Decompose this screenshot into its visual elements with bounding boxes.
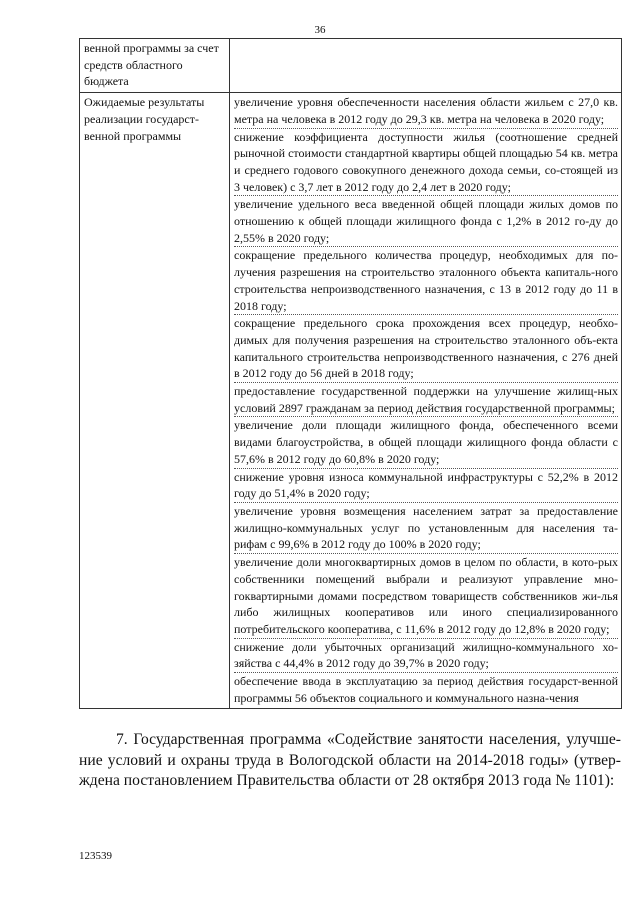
- document-id: 123539: [79, 850, 112, 862]
- list-item: [234, 672, 618, 706]
- row-value-funding: [230, 39, 622, 93]
- list-item: [234, 468, 618, 502]
- result-text: увеличение удельного веса введенной общей площади жилых домов по отношению к общей площади жилищного фонда с 1,2% в 2012 го-ду до 2,55% в 2020 году;: [234, 197, 618, 245]
- result-text: снижение доли убыточных организаций жилищно-коммунального хо-зяйства с 44,4% в 2012 году до 39,7% в 2020 году;: [234, 639, 618, 671]
- section-heading-paragraph: 7. Государственная программа «Содействие занятости населения, улучше-ние условий и охраны труда в Вологодской области на 2014-2018 годы» (утвер-ждена постановлением Правительства области от 28 октября 2013 года № 1101):: [79, 731, 621, 789]
- result-text: предоставление государственной поддержки на улучшение жилищ-ных условий 2897 гражданам за период действия государственной программы;: [234, 384, 618, 415]
- results-list: [234, 94, 618, 706]
- result-text: снижение уровня износа коммунальной инфраструктуры с 52,2% в 2012 году до 51,4% в 2020 году;: [234, 469, 618, 501]
- result-text: увеличение уровня обеспеченности населения области жильем с 27,0 кв. метра на человека в 2012 году до 29,3 кв. метра на человека в 2020 году;: [234, 95, 618, 126]
- list-item: [234, 638, 618, 672]
- list-item: [234, 502, 618, 553]
- result-text: сокращение предельного срока прохождения всех процедур, необхо-димых для получения разрешения на строительство эталонного объ-екта капитального строительства непроизводственного назначения, с 276 дней в 2012 году до 56 дней в 2018 году;: [234, 316, 618, 381]
- result-text: снижение коэффициента доступности жилья (соотношение средней рыночной стоимости стандартной квартиры общей площадью 54 кв. метра и среднего годового совокупного денежного дохода семьи, со-стоящей из 3 человек) с 3,7 лет в 2012 году до 2,4 лет в 2020 году;: [234, 129, 618, 194]
- table-row: [80, 39, 622, 93]
- page-number: 36: [314, 24, 326, 36]
- result-text: увеличение уровня возмещения населением затрат за предоставление жилищно-коммунальных услуг по установленным для населения та-рифам с 99,6% в 2012 году до 100% в 2020 году;: [234, 503, 618, 552]
- list-item: [234, 314, 618, 382]
- list-item: [234, 246, 618, 314]
- list-item: [234, 382, 618, 416]
- expected-results-cell: [230, 93, 622, 709]
- list-item: [234, 195, 618, 246]
- result-text: сокращение предельного количества процедур, необходимых для по-лучения разрешения на строительство эталонного объекта капиталь-ного строительства непроизводственного назначения, с 13 в 2012 году до 11 в 2018 году;: [234, 248, 618, 313]
- table-row: [80, 93, 622, 709]
- list-item: [234, 416, 618, 467]
- program-passport-table: [79, 38, 622, 709]
- result-text: обеспечение ввода в эксплуатацию за период действия государст-венной программы 56 объектов социального и коммунального назна-чения: [234, 674, 618, 705]
- row-label-expected-results: Ожидаемые результаты реализации государст-венной программы: [80, 93, 230, 709]
- list-item: [234, 553, 618, 638]
- result-text: увеличение доли площади жилищного фонда, обеспеченного всеми видами благоустройства, в общей площади жилищного фонда области с 57,6% в 2012 году до 60,8% в 2020 году;: [234, 418, 618, 466]
- result-text: увеличение доли многоквартирных домов в целом по области, в кото-рых собственники помещений выбрали и реализуют управление мно-гоквартирными домами посредством товариществ собственников жи-лья либо жилищных кооперативов или иного специализированного потребительского кооператива, с 11,6% в 2012 году до 12,8% в 2020 году;: [234, 555, 618, 636]
- list-item: [234, 128, 618, 196]
- row-label-funding: венной программы за счет средств областного бюджета: [80, 39, 230, 93]
- list-item: [234, 94, 618, 127]
